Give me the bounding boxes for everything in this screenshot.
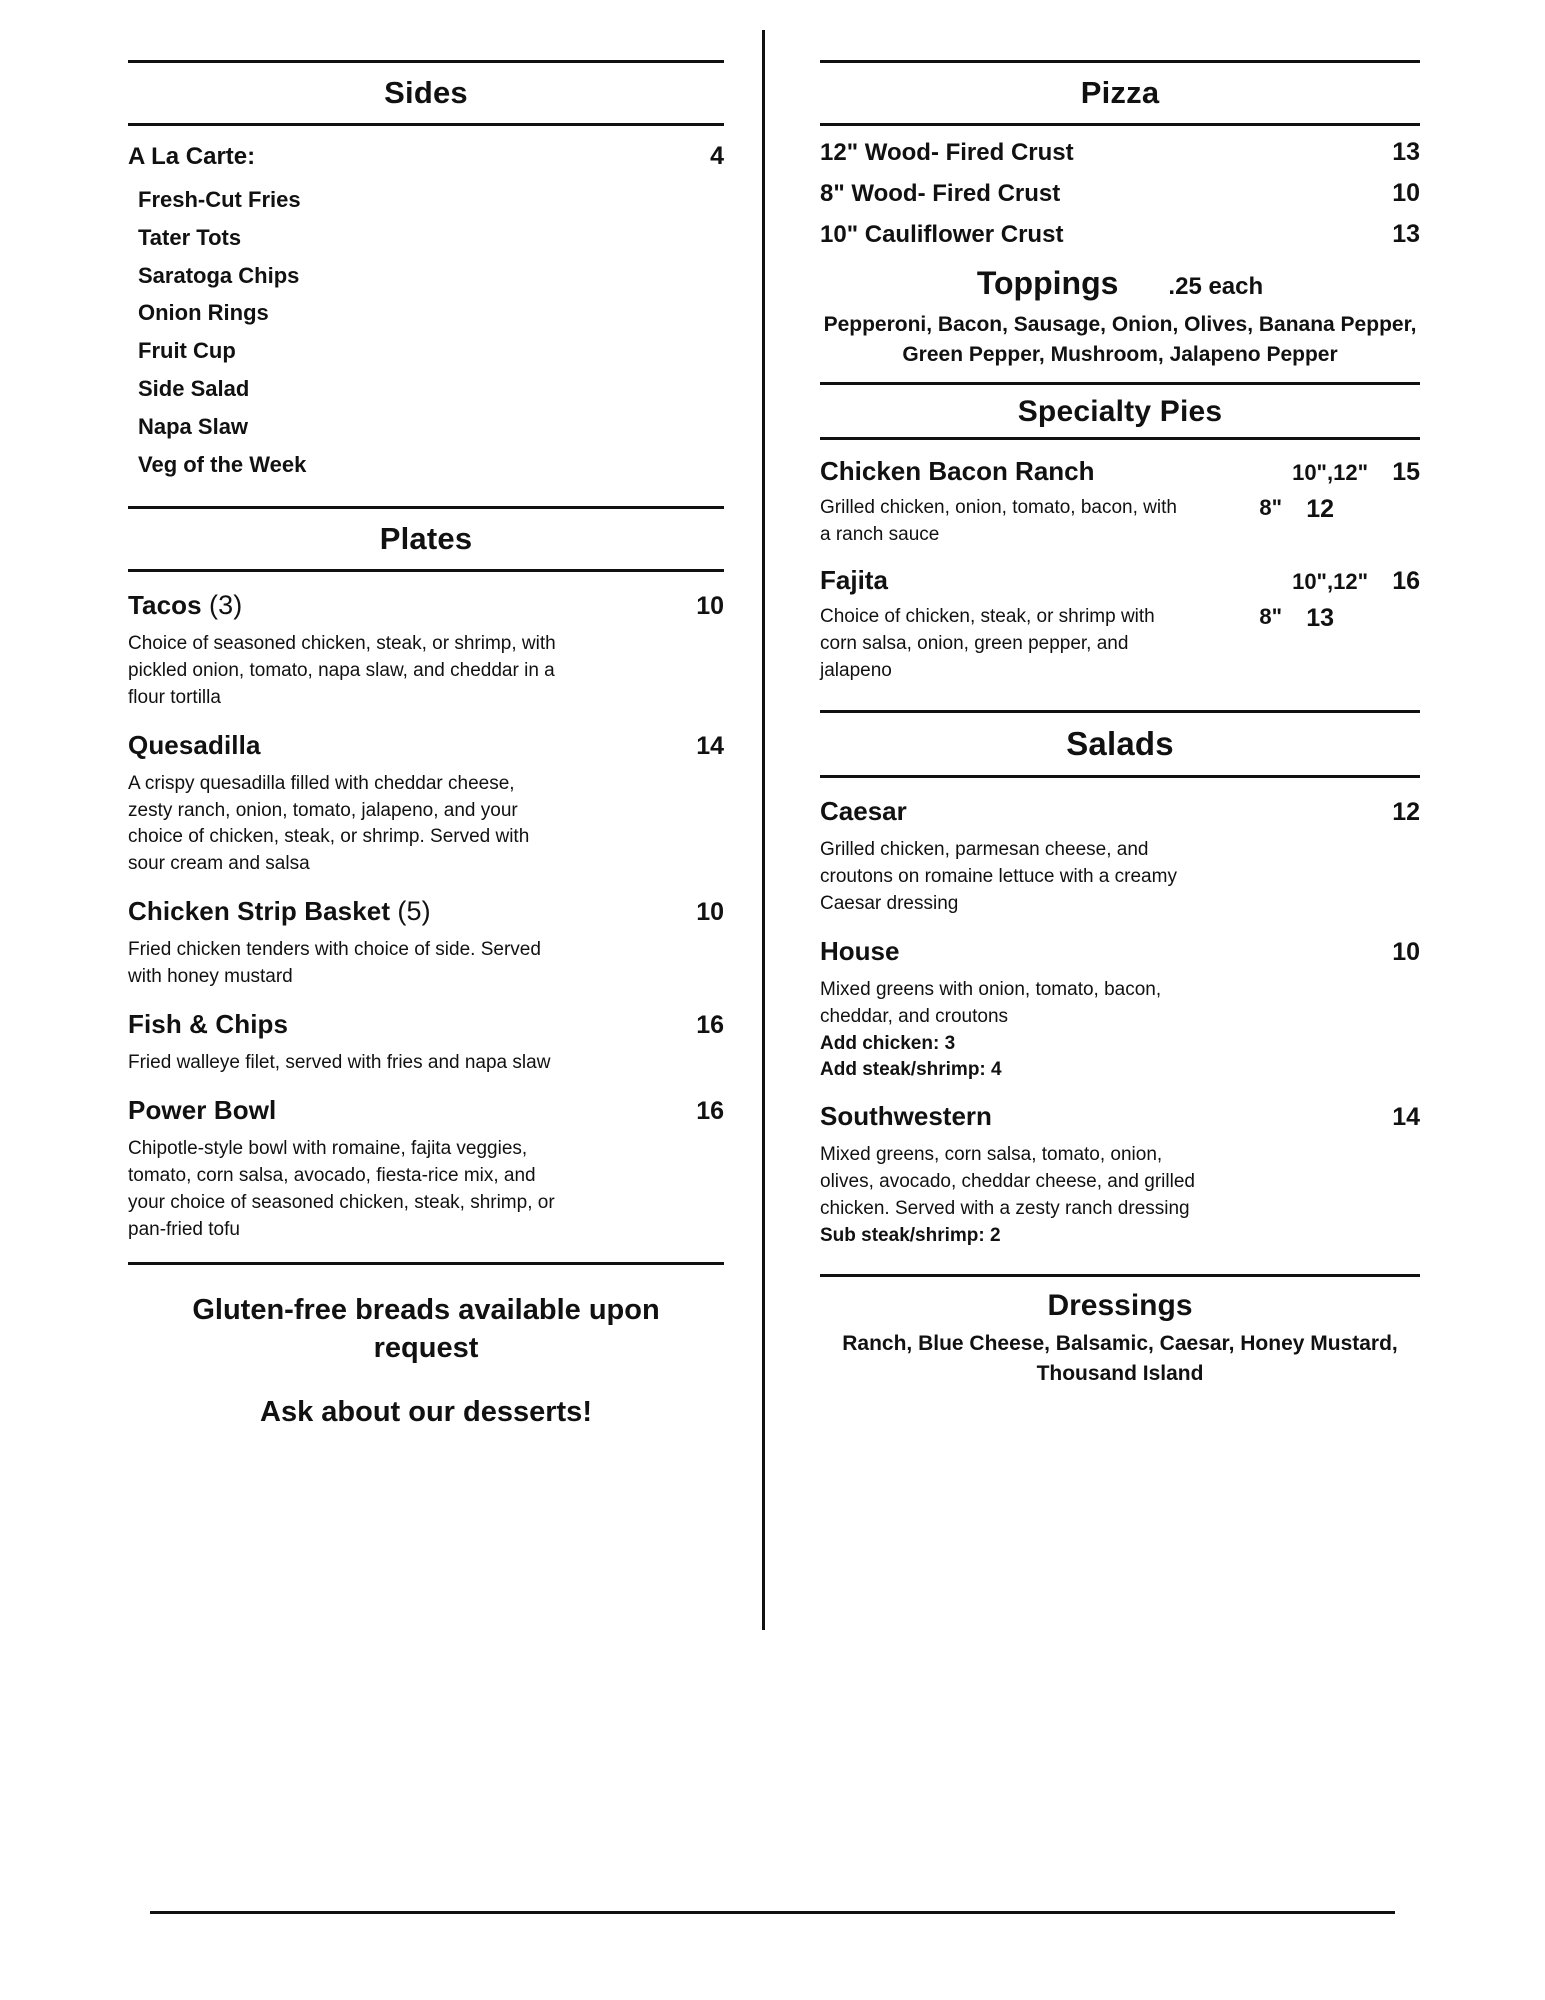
salad-name: House xyxy=(820,936,900,967)
crust-row xyxy=(820,179,1420,208)
section-plates xyxy=(128,506,724,1245)
pie-name: Fajita xyxy=(820,564,888,595)
specialty-rule-bottom xyxy=(820,437,1420,440)
toppings-price: .25 each xyxy=(1168,273,1264,300)
salad-addon: Add steak/shrimp: 4 xyxy=(820,1058,1002,1080)
menu-item-price: 16 xyxy=(696,1097,724,1126)
pie-price-large: 15 xyxy=(1392,457,1420,486)
pie-head xyxy=(820,456,1420,487)
list-item: Napa Slaw xyxy=(138,413,249,439)
pie-price-small: 13 xyxy=(1306,603,1334,632)
crust-row xyxy=(820,220,1420,249)
salad-item xyxy=(820,1101,1420,1249)
salad-head xyxy=(820,1101,1420,1132)
column-divider xyxy=(762,30,765,1630)
pie-body xyxy=(820,604,1420,685)
crust-name: 8" Wood- Fired Crust xyxy=(820,180,1061,207)
salad-addon: Sub steak/shrimp: 2 xyxy=(820,1224,1001,1246)
salad-description: Mixed greens, corn salsa, tomato, onion, olives, avocado, cheddar cheese, and grilled chicken. Served with a zesty ranch dressing xyxy=(820,1143,1195,1219)
pie-size-small: 8" xyxy=(1259,603,1282,629)
menu-item-name-text: Power Bowl xyxy=(128,1095,277,1126)
list-item: Tater Tots xyxy=(138,224,242,250)
a-la-carte-row xyxy=(128,142,724,171)
salad-description: Grilled chicken, parmesan cheese, and croutons on romaine lettuce with a creamy Caesar dressing xyxy=(820,839,1177,915)
pie-size-small: 8" xyxy=(1259,494,1282,520)
salad-description: Mixed greens with onion, tomato, bacon, cheddar, and croutons xyxy=(820,979,1162,1028)
menu-item-head xyxy=(128,1095,724,1126)
section-pizza xyxy=(820,60,1420,370)
pie-size-large: 10",12" xyxy=(1292,459,1368,485)
salad-price: 14 xyxy=(1392,1102,1420,1131)
menu-item xyxy=(128,590,724,712)
menu-item-name-text: Tacos xyxy=(128,589,210,620)
salads-title: Salads xyxy=(1066,725,1174,763)
menu-item-price: 10 xyxy=(696,898,724,927)
pie-item xyxy=(820,565,1420,685)
plates-title: Plates xyxy=(379,520,473,556)
menu-item-name-text: Fish & Chips xyxy=(128,1009,289,1040)
pizza-rule-bottom xyxy=(820,123,1420,126)
dressings-list: Ranch, Blue Cheese, Balsamic, Caesar, Honey Mustard, Thousand Island xyxy=(842,1332,1398,1385)
menu-item-description: Fried chicken tenders with choice of side. Served with honey mustard xyxy=(128,939,541,988)
crust-price: 13 xyxy=(1392,138,1420,166)
menu-item-name xyxy=(128,730,261,761)
list-item: Veg of the Week xyxy=(138,451,307,477)
page-bottom-rule xyxy=(150,1911,1395,1914)
menu-item xyxy=(128,896,724,991)
menu-item-name xyxy=(128,896,431,927)
list-item: Fresh-Cut Fries xyxy=(138,187,301,212)
menu-item xyxy=(128,1009,724,1077)
specialty-pies-title: Specialty Pies xyxy=(1017,394,1223,428)
menu-item-head xyxy=(128,590,724,621)
menu-item-head xyxy=(128,730,724,761)
menu-item-description: Choice of seasoned chicken, steak, or shrimp, with pickled onion, tomato, napa slaw, and cheddar in a flour tortilla xyxy=(128,632,556,708)
menu-item-description: Fried walleye filet, served with fries and napa slaw xyxy=(128,1052,551,1074)
plates-rule-top xyxy=(128,506,724,509)
crust-price: 13 xyxy=(1392,220,1420,248)
pizza-rule-top xyxy=(820,60,1420,63)
dressings-rule-top xyxy=(820,1274,1420,1277)
left-footer-rule xyxy=(128,1262,724,1265)
pie-size-large: 10",12" xyxy=(1292,568,1368,594)
sides-title: Sides xyxy=(384,75,468,110)
toppings-title: Toppings xyxy=(976,265,1119,301)
section-salads xyxy=(820,710,1420,1248)
menu-item-name xyxy=(128,1009,288,1040)
toppings-list: Pepperoni, Bacon, Sausage, Onion, Olives, Banana Pepper, Green Pepper, Mushroom, Jalapeno Pepper xyxy=(823,313,1417,366)
crust-row xyxy=(820,138,1420,167)
menu-item-head xyxy=(128,1009,724,1040)
section-dressings xyxy=(820,1274,1420,1389)
crust-name: 12" Wood- Fired Crust xyxy=(820,139,1074,166)
menu-item-name-text: Chicken Strip Basket xyxy=(128,896,398,927)
left-column xyxy=(0,0,762,1429)
a-la-carte-price: 4 xyxy=(710,142,724,170)
pie-price-small: 12 xyxy=(1306,494,1334,523)
section-specialty-pies xyxy=(820,382,1420,685)
sides-rule-bottom xyxy=(128,123,724,126)
pizza-title: Pizza xyxy=(1080,75,1160,110)
salad-item xyxy=(820,936,1420,1082)
list-item: Side Salad xyxy=(138,376,250,402)
menu-item xyxy=(128,1095,724,1244)
salad-addon: Add chicken: 3 xyxy=(820,1033,956,1055)
salad-name: Caesar xyxy=(820,796,907,827)
menu-item-price: 14 xyxy=(696,731,724,760)
list-item: Onion Rings xyxy=(138,300,269,326)
salad-name: Southwestern xyxy=(820,1100,992,1131)
right-column xyxy=(762,0,1545,1389)
salads-rule-bottom xyxy=(820,775,1420,778)
pie-description: Grilled chicken, onion, tomato, bacon, with a ranch sauce xyxy=(820,496,1177,545)
menu-item-qty: (5) xyxy=(397,896,431,927)
menu-item-name xyxy=(128,590,242,621)
menu-item-name-text: Quesadilla xyxy=(128,729,261,760)
menu-item-head xyxy=(128,896,724,927)
menu-item-price: 16 xyxy=(696,1011,724,1040)
left-footer xyxy=(128,1291,724,1429)
pie-description: Choice of chicken, steak, or shrimp with corn salsa, onion, green pepper, and jalapeno xyxy=(820,605,1155,681)
salad-price: 12 xyxy=(1392,798,1420,827)
menu-item-price: 10 xyxy=(696,591,724,620)
crust-name: 10" Cauliflower Crust xyxy=(820,221,1064,248)
pie-name: Chicken Bacon Ranch xyxy=(820,455,1095,486)
menu-item xyxy=(128,730,724,879)
dressings-title: Dressings xyxy=(1047,1289,1193,1323)
gluten-free-note: Gluten-free breads available upon request xyxy=(192,1294,660,1365)
pie-item xyxy=(820,456,1420,549)
menu-item-qty: (3) xyxy=(209,589,243,620)
salad-item xyxy=(820,796,1420,918)
salad-head xyxy=(820,796,1420,827)
crust-price: 10 xyxy=(1392,179,1420,207)
salad-head xyxy=(820,936,1420,967)
pie-head xyxy=(820,565,1420,596)
salad-price: 10 xyxy=(1392,938,1420,967)
salads-rule-top xyxy=(820,710,1420,713)
sides-list xyxy=(128,181,724,484)
list-item: Saratoga Chips xyxy=(138,262,300,288)
menu-item-name xyxy=(128,1095,276,1126)
menu-item-description: A crispy quesadilla filled with cheddar cheese, zesty ranch, onion, tomato, jalapeno, and your choice of chicken, steak, or shrimp. Served with sour cream and salsa xyxy=(128,772,530,875)
specialty-rule-top xyxy=(820,382,1420,385)
plates-rule-bottom xyxy=(128,569,724,572)
pie-body xyxy=(820,495,1420,549)
toppings-header xyxy=(820,265,1420,302)
menu-item-description: Chipotle-style bowl with romaine, fajita veggies, tomato, corn salsa, avocado, fiesta-rice mix, and your choice of seasoned chicken, steak, shrimp, or pan-fried tofu xyxy=(128,1138,555,1241)
section-sides xyxy=(128,60,724,484)
list-item: Fruit Cup xyxy=(138,338,236,364)
a-la-carte-label: A La Carte: xyxy=(128,143,256,170)
desserts-note: Ask about our desserts! xyxy=(260,1395,592,1428)
pie-price-large: 16 xyxy=(1392,566,1420,595)
sides-rule-top xyxy=(128,60,724,63)
